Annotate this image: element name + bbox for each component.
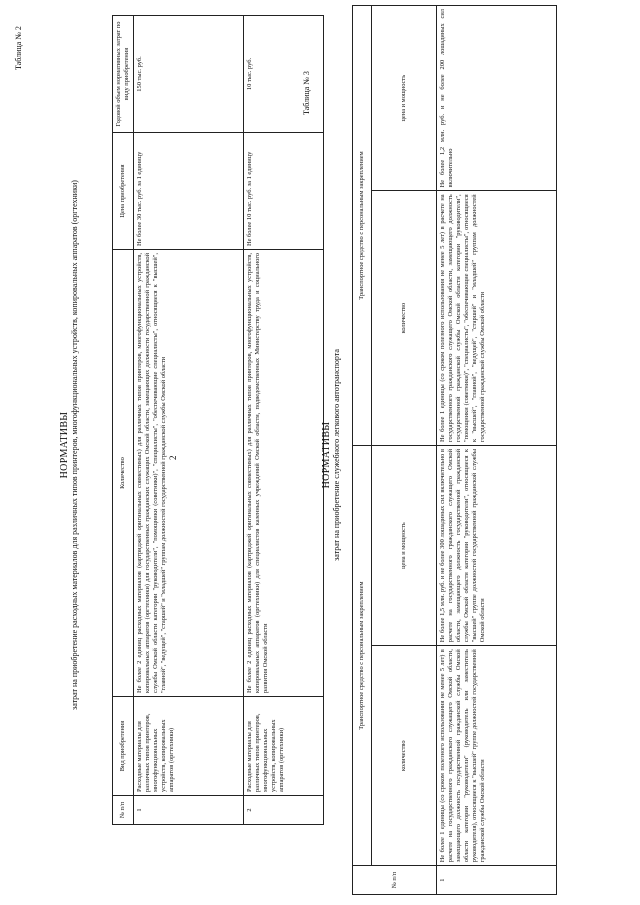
row-qty-a: Не более 1 единицы (со сроком полезного использования не менее 5 лет) в расчете на государственного гражданского служащего Омской области, замещающего должность государственной гражданской службы Омской области категории "руководители" (руководитель или заместитель руководителя), относящиеся к "высшей" группе должностей государственной гражданской службы Омской области	[437, 646, 557, 866]
table3-label: Таблица № 3	[302, 71, 311, 115]
table3-group-row	[353, 6, 372, 895]
header-num: № п/п	[113, 796, 134, 825]
group-header-a: Транспортное средство с персональным закреплением	[353, 445, 372, 865]
row-qty: Не более 2 единиц расходных материалов (картриджей оригинальных совместимых) для различных типов принтеров, многофункциональных устройств, копировальных аппаратов (оргтехники) для государственных гражданских служащих Омской области, замещающих должности государственной гражданской службы Омской области категории "руководители", "помощники (советники)", "специалисты", "обеспечивающие специалисты", относящиеся к "высшей", "главной", "ведущей", "старшей" и "младшей" группам должностей государственной гражданской службы Омской области	[134, 250, 244, 697]
row-type: Расходные материалы для различных типов принтеров, многофункциональных устройств, копировальных аппаратов (оргтехники)	[244, 697, 324, 796]
header-price: Цена приобретения	[113, 133, 134, 250]
header-price-a: цена и мощность	[372, 445, 437, 645]
header-num: № п/п	[353, 866, 437, 895]
row-price: Не более 30 тыс. руб. за 1 единицу	[134, 133, 244, 250]
group-header-b: Транспортное средство с персональным закреплением	[353, 6, 372, 446]
table3-title: НОРМАТИВЫ	[321, 421, 332, 489]
row-num: 2	[244, 796, 324, 825]
header-annual: Годовой объем нормативных затрат по виду приобретения	[113, 16, 134, 133]
row-type: Расходные материалы для различных типов принтеров, многофункциональных устройств, копировальных аппаратов (оргтехники)	[134, 697, 244, 796]
table2-header-row	[113, 16, 134, 825]
row-annual: 10 тыс. руб.	[244, 16, 324, 133]
row-annual: 150 тыс. руб.	[134, 16, 244, 133]
row-qty-b: Не более 1 единицы (со сроком полезного использования не менее 5 лет) в расчете на государственного гражданского служащего Омской области, замещающего должность государственной гражданской службы Омской области категории "руководители", "помощники (советники)", "специалисты", "обеспечивающие специалисты", относящиеся к "высшей", "главной", "ведущей", "старшей" и "младшей" группам должностей государственной гражданской службы Омской области	[437, 191, 557, 446]
table3-subheader-row	[372, 6, 437, 895]
header-qty-b: количество	[372, 191, 437, 446]
table2-subtitle: затрат на приобретение расходных материалов для различных типов принтеров, многофункциональных устройств, копировальных аппаратов (оргтехники)	[70, 180, 79, 710]
table-row	[244, 16, 324, 825]
table3	[352, 5, 557, 895]
table-row	[437, 6, 557, 895]
page-number: 2	[168, 455, 178, 460]
row-price-a: Не более 1,5 млн. руб. и не более 300 лошадиных сил включительно в расчете на государственного гражданского служащего Омской области, замещающего должность государственной гражданской службы Омской области категории "руководители", относящиеся к "высшей" группе должностей государственной гражданской службы Омской области	[437, 445, 557, 645]
table2-title: НОРМАТИВЫ	[59, 411, 70, 479]
row-qty: Не более 2 единиц расходных материалов (картриджей оригинальных совместимых) для различных типов принтеров, многофункциональных устройств, копировальных аппаратов (оргтехники) для специалистов казенных учреждений Омской области, подведомственных Министерству труда и социального развития Омской области	[244, 250, 324, 697]
table2	[112, 15, 324, 825]
row-num: 1	[437, 866, 557, 895]
header-qty-a: количество	[372, 646, 437, 866]
row-num: 1	[134, 796, 244, 825]
header-price-b: цена и мощность	[372, 6, 437, 191]
table-row	[134, 16, 244, 825]
table3-subtitle: затрат на приобретение служебного легкового автотранспорта	[332, 349, 341, 561]
row-price-b: Не более 1,2 млн. руб. и не более 200 лошадиных сил включительно	[437, 6, 557, 191]
table2-label: Таблица № 2	[14, 26, 23, 70]
header-qty: Количество	[113, 250, 134, 697]
header-type: Вид приобретения	[113, 697, 134, 796]
row-price: Не более 10 тыс. руб. за 1 единицу	[244, 133, 324, 250]
table2-heading	[60, 165, 80, 725]
table3-heading	[322, 205, 342, 705]
